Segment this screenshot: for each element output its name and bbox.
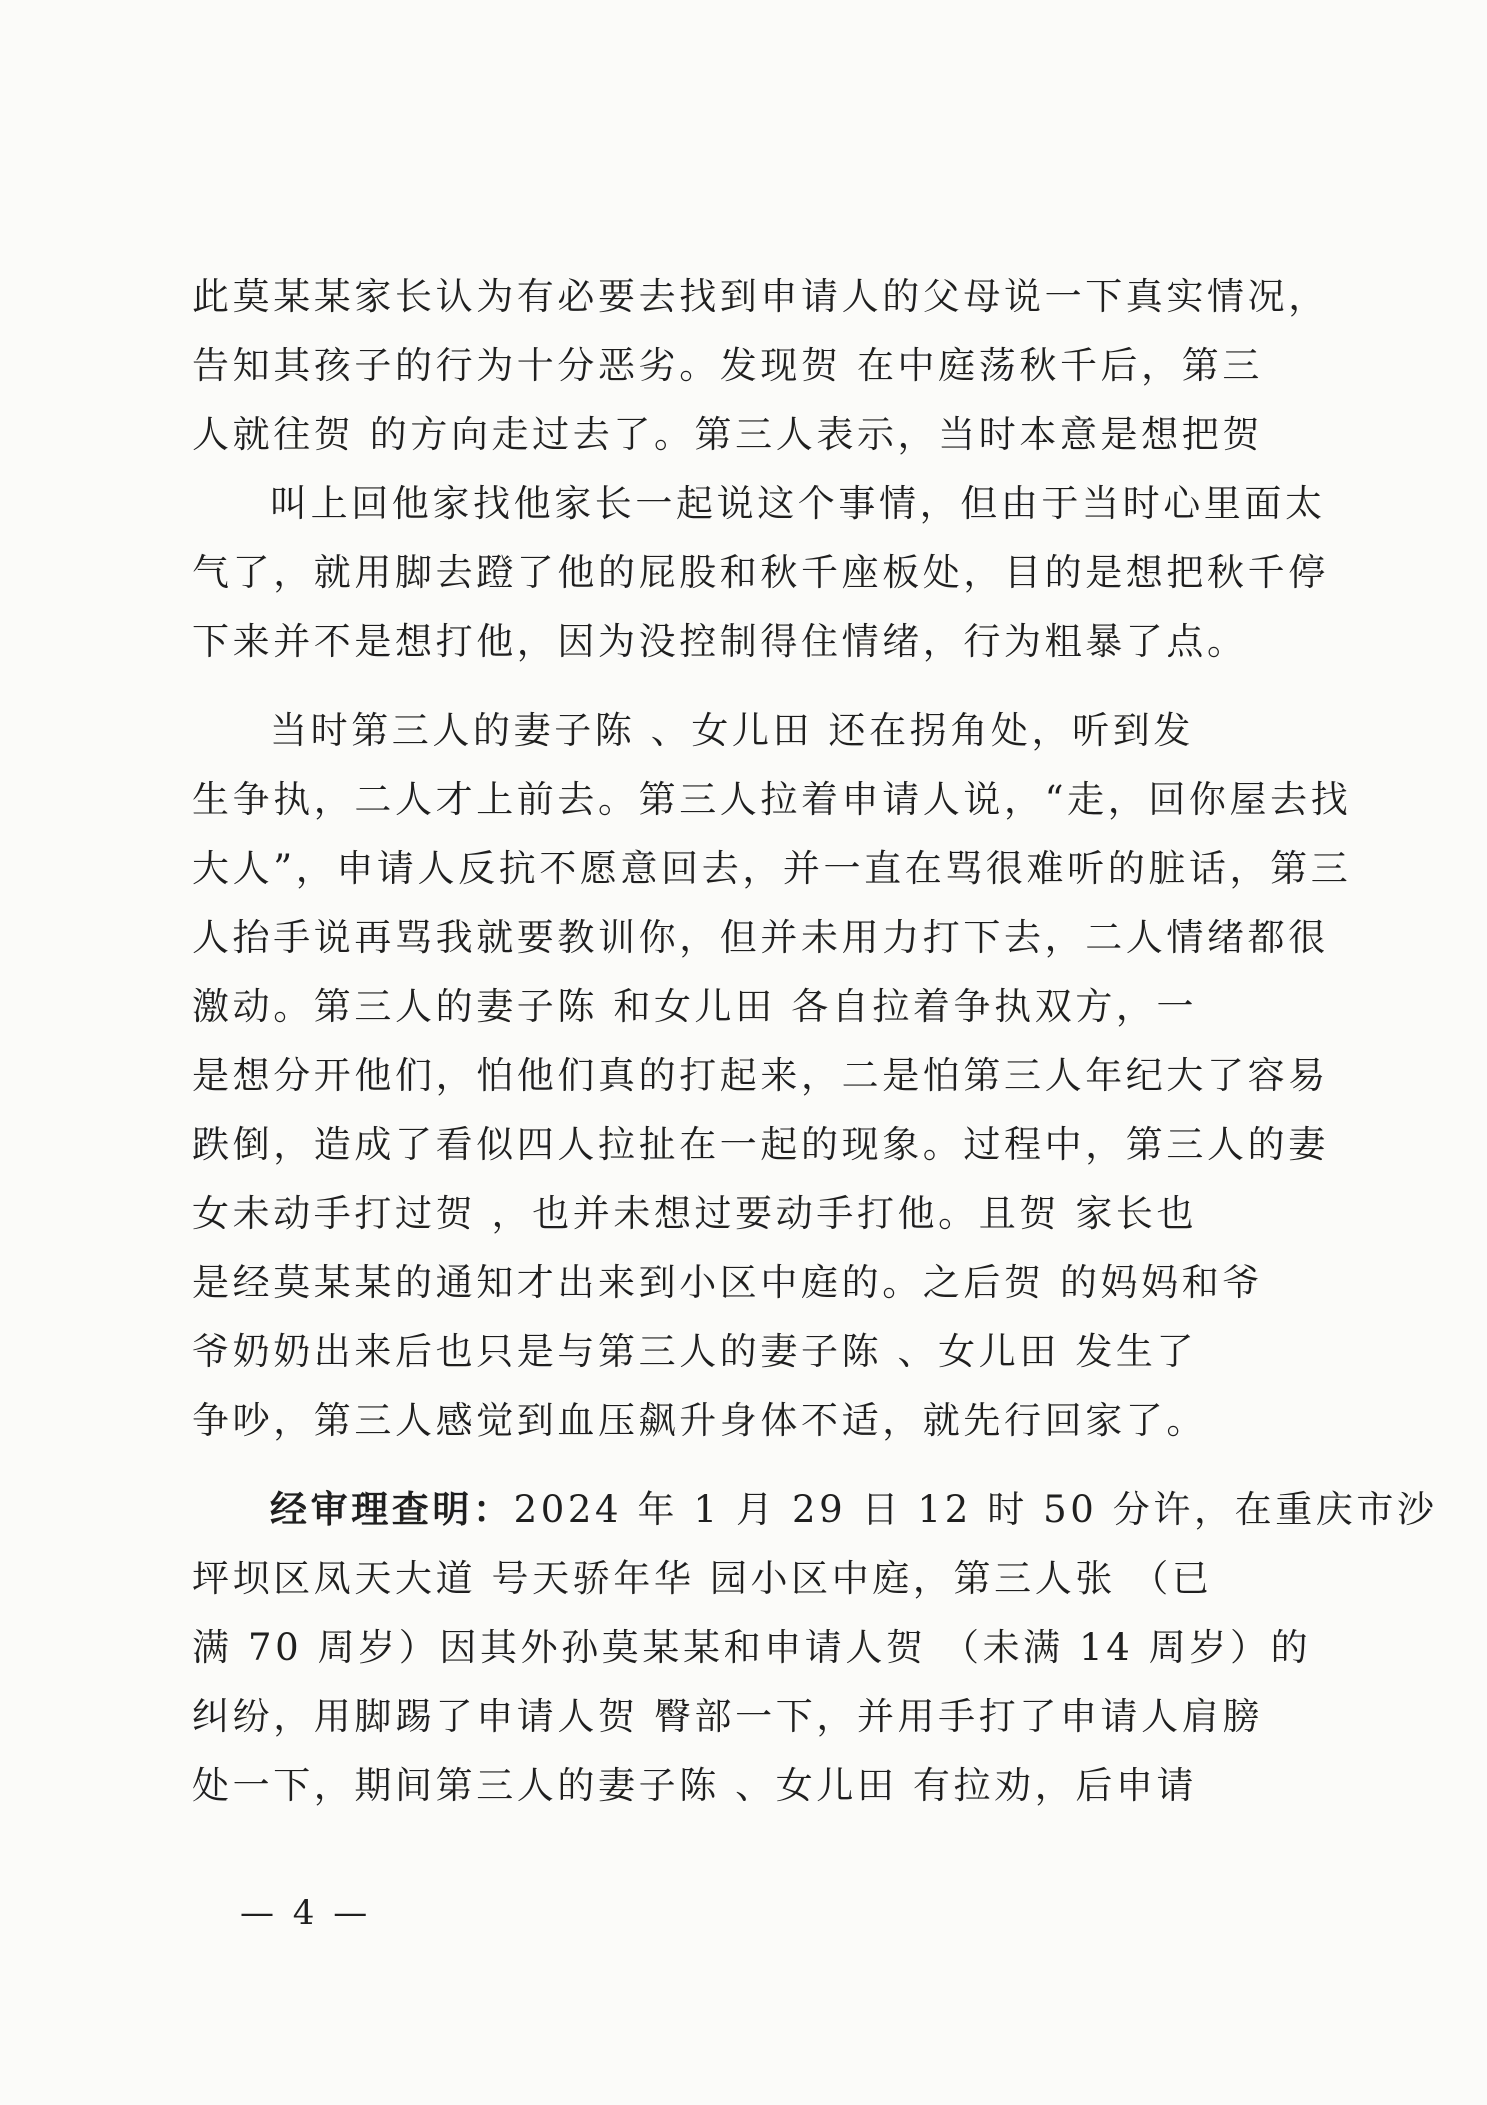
text-line: 气了，就用脚去蹬了他的屁股和秋千座板处，目的是想把秋千停	[192, 551, 1329, 594]
text-line: 生争执，二人才上前去。第三人拉着申请人说，“走，回你屋去找	[192, 778, 1352, 821]
text-line: 激动。第三人的妻子陈 和女儿田 各自拉着争执双方，一	[192, 985, 1198, 1028]
text-line: 处一下，期间第三人的妻子陈 、女儿田 有拉劝，后申请	[192, 1764, 1198, 1807]
text-line: 大人”，申请人反抗不愿意回去，并一直在骂很难听的脏话，第三	[192, 847, 1352, 890]
text-line: 人就往贺 的方向走过去了。第三人表示，当时本意是想把贺	[192, 413, 1263, 456]
text-line: 纠纷，用脚踢了申请人贺 臀部一下，并用手打了申请人肩膀	[192, 1695, 1263, 1738]
text-line: 女未动手打过贺 ，也并未想过要动手打他。且贺 家长也	[192, 1192, 1198, 1235]
text-line: 叫上回他家找他家长一起说这个事情，但由于当时心里面太	[270, 482, 1326, 525]
text-line: 是经莫某某的通知才出来到小区中庭的。之后贺 的妈妈和爷	[192, 1261, 1263, 1304]
text-line: 爷奶奶出来后也只是与第三人的妻子陈 、女儿田 发生了	[192, 1330, 1198, 1373]
text-line: 争吵，第三人感觉到血压飙升身体不适，就先行回家了。	[192, 1399, 1207, 1442]
finding-text: 2024 年 1 月 29 日 12 时 50 分许，在重庆市沙	[513, 1488, 1438, 1531]
finding-label: 经审理查明：	[270, 1487, 514, 1531]
text-line: 是想分开他们，怕他们真的打起来，二是怕第三人年纪大了容易	[192, 1054, 1329, 1097]
page-number: — 4 —	[240, 1893, 372, 1933]
text-line: 跌倒，造成了看似四人拉扯在一起的现象。过程中，第三人的妻	[192, 1123, 1329, 1166]
text-line: 满 70 周岁）因其外孙莫某某和申请人贺 （未满 14 周岁）的	[192, 1626, 1312, 1669]
body-text	[192, 262, 1438, 1820]
text-line: 下来并不是想打他，因为没控制得住情绪，行为粗暴了点。	[192, 620, 1248, 663]
text-line: 人抬手说再骂我就要教训你，但并未用力打下去，二人情绪都很	[192, 916, 1329, 959]
text-line: 坪坝区凤天大道 号天骄年华 园小区中庭，第三人张 （已	[192, 1557, 1213, 1600]
finding-line	[192, 1475, 1438, 1544]
text-line: 当时第三人的妻子陈 、女儿田 还在拐角处，听到发	[270, 709, 1194, 752]
text-line: 告知其孩子的行为十分恶劣。发现贺 在中庭荡秋千后，第三	[192, 344, 1263, 387]
text-line: 此莫某某家长认为有必要去找到申请人的父母说一下真实情况，	[192, 275, 1329, 318]
